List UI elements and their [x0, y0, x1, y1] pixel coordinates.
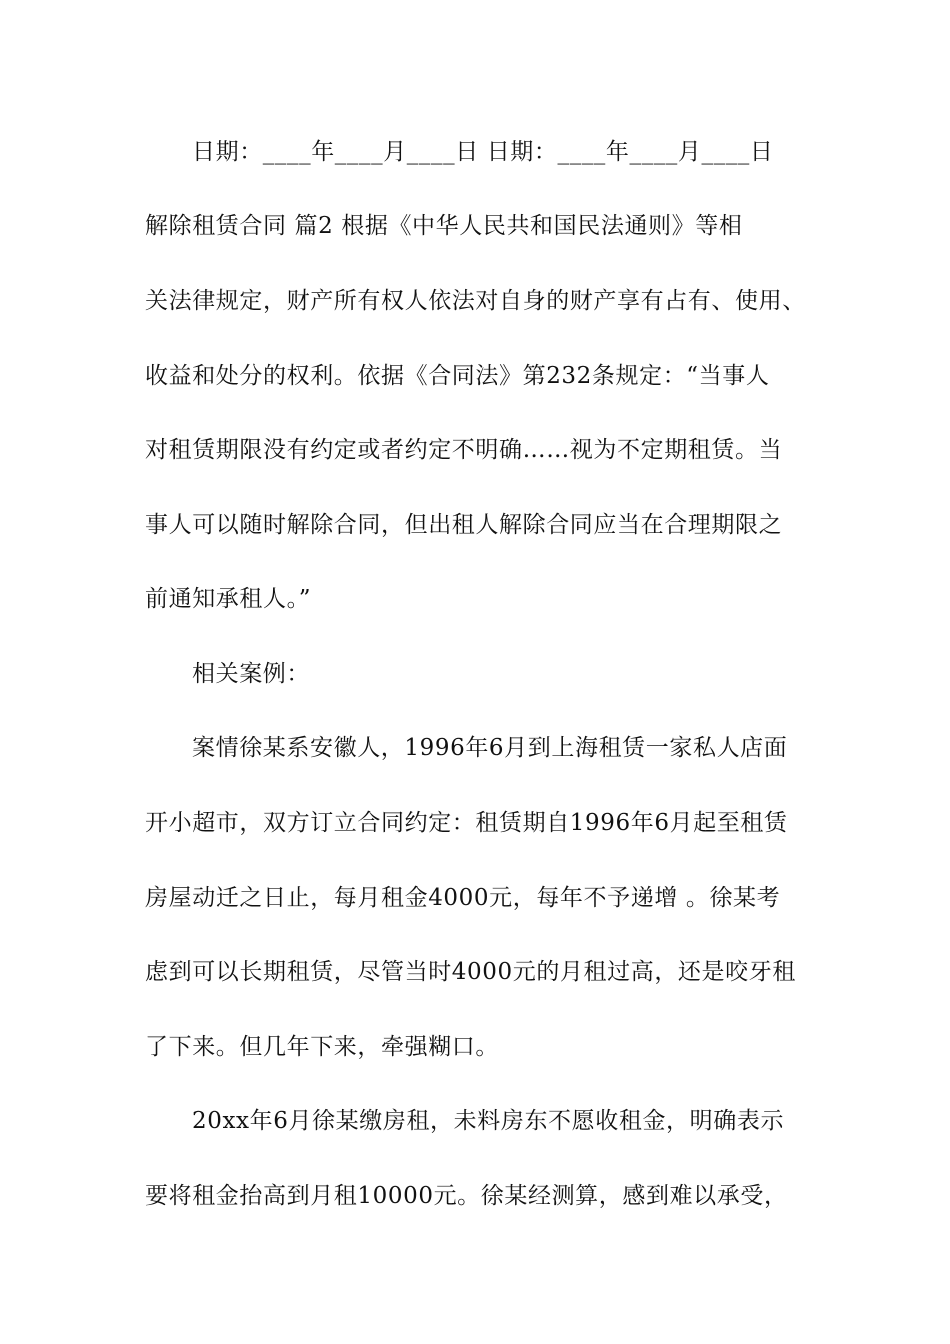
paragraph-line: 开小超市，双方订立合同约定：租赁期自1996年6月起至租赁	[145, 810, 788, 836]
paragraph-line: 对租赁期限没有约定或者约定不明确……视为不定期租赁。当	[145, 437, 783, 463]
section-heading-line: 解除租赁合同 篇2 根据《中华人民共和国民法通则》等相	[145, 213, 743, 239]
paragraph-line: 房屋动迁之日止，每月租金4000元，每年不予递增 。徐某考	[145, 885, 781, 911]
paragraph-line: 事人可以随时解除合同，但出租人解除合同应当在合理期限之	[145, 512, 783, 538]
paragraph-line: 收益和处分的权利。依据《合同法》第232条规定：“当事人	[145, 363, 770, 389]
paragraph-line: 虑到可以长期租赁，尽管当时4000元的月租过高，还是咬牙租	[145, 959, 796, 985]
paragraph-line: 案情徐某系安徽人，1996年6月到上海租赁一家私人店面	[192, 735, 788, 761]
paragraph-line: 20xx年6月徐某缴房租，未料房东不愿收租金，明确表示	[192, 1108, 785, 1134]
signature-date-line: 日期：____年____月____日 日期：____年____月____日	[192, 139, 774, 165]
related-cases-heading: 相关案例：	[192, 661, 310, 687]
paragraph-line: 了下来。但几年下来，牵强糊口。	[145, 1034, 499, 1060]
paragraph-line: 前通知承租人。”	[145, 586, 312, 612]
paragraph-line: 关法律规定，财产所有权人依法对自身的财产享有占有、使用、	[145, 288, 806, 314]
paragraph-line: 要将租金抬高到月租10000元。徐某经测算，感到难以承受，	[145, 1183, 788, 1209]
